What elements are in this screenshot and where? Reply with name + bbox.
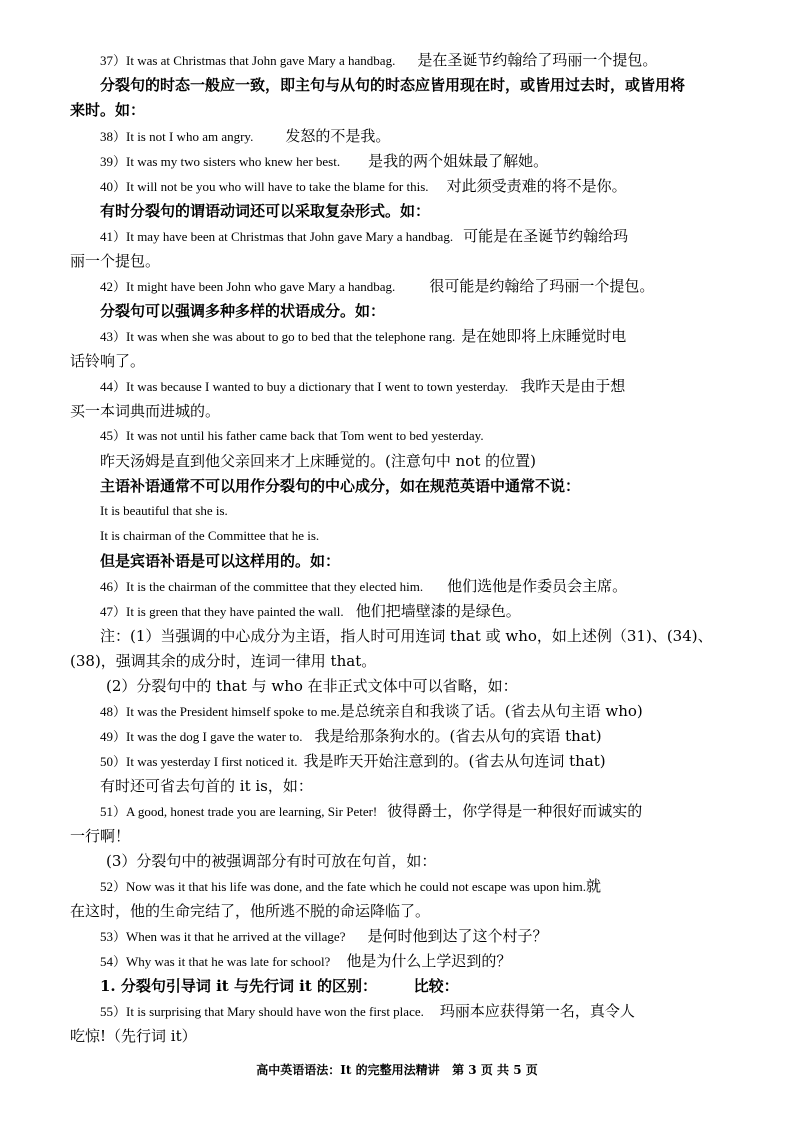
- example-41: 41）It may have been at Christmas that John gave Mary a handbag. 可能是在圣诞节约翰给玛: [100, 227, 629, 245]
- example-55-cont: 吃惊!（先行词 it）: [70, 1027, 197, 1045]
- example-chairman: It is chairman of the Committee that he is.: [100, 528, 320, 543]
- example-48: 48）It was the President himself spoke to me.是总统亲自和我谈了话。(省去从句主语 who): [100, 702, 643, 720]
- example-47: 47）It is green that they have painted the wall. 他们把墙壁漆的是绿色。: [100, 602, 521, 620]
- example-45-translation: 昨天汤姆是直到他父亲回来才上床睡觉的。(注意句中 not 的位置): [100, 452, 536, 470]
- example-53: 53）When was it that he arrived at the village? 是何时他到达了这个村子？: [100, 927, 548, 945]
- example-52: 52）Now was it that his life was done, and the fate which he could not escape was upon him.就: [100, 877, 601, 895]
- note-1: 注：(1）当强调的中心成分为主语，指人时可用连词 that 或 who，如上述例（31)、(34)、: [100, 627, 713, 645]
- note-3: (3）分裂句中的被强调部分有时可放在句首，如：: [106, 852, 437, 870]
- example-39: 39）It was my two sisters who knew her best. 是我的两个姐妹最了解她。: [100, 152, 549, 170]
- example-46: 46）It is the chairman of the committee that they elected him. 他们选他是作委员会主席。: [100, 577, 628, 595]
- example-45: 45）It was not until his father came back that Tom went to bed yesterday.: [100, 428, 484, 443]
- page-footer: 高中英语语法：It 的完整用法精讲 第 3 页 共 5 页: [256, 1063, 538, 1077]
- example-37: 37）It was at Christmas that John gave Mary a handbag. 是在圣诞节约翰给了玛丽一个提包。: [100, 51, 658, 69]
- example-38: 38）It is not I who am angry. 发怒的不是我。: [100, 127, 391, 145]
- rule-complex-verb: 有时分裂句的谓语动词还可以采取复杂形式。如：: [100, 202, 431, 220]
- example-43-cont: 话铃响了。: [70, 352, 146, 370]
- example-43: 43）It was when she was about to go to bed that the telephone rang. 是在她即将上床睡觉时电: [100, 327, 627, 345]
- example-42: 42）It might have been John who gave Mary a handbag. 很可能是约翰给了玛丽一个提包。: [100, 277, 655, 295]
- example-52-cont: 在这时，他的生命完结了，他所逃不脱的命运降临了。: [70, 902, 431, 920]
- example-41-cont: 丽一个提包。: [70, 252, 161, 270]
- note-omit-it-is: 有时还可省去句首的 it is，如：: [100, 777, 313, 795]
- rule-tense-1: 分裂句的时态一般应一致，即主句与从句的时态应皆用现在时，或皆用过去时，或皆用将: [100, 76, 686, 94]
- example-44: 44）It was because I wanted to buy a dictionary that I went to town yesterday. 我昨天是由于想: [100, 377, 626, 395]
- example-50: 50）It was yesterday I first noticed it. 我是昨天开始注意到的。(省去从句连词 that): [100, 752, 606, 770]
- example-40: 40）It will not be you who will have to take the blame for this. 对此须受责难的将不是你。: [100, 177, 627, 195]
- rule-object-complement: 但是宾语补语是可以这样用的。如：: [100, 552, 341, 570]
- example-54: 54）Why was it that he was late for school? 他是为什么上学迟到的？: [100, 952, 512, 970]
- section-heading-comparison: 1. 分裂句引导词 it 与先行词 it 的区别： 比较：: [100, 977, 459, 995]
- example-55: 55）It is surprising that Mary should have won the first place. 玛丽本应获得第一名，真令人: [100, 1002, 635, 1020]
- example-49: 49）It was the dog I gave the water to. 我是给那条狗水的。(省去从句的宾语 that): [100, 727, 602, 745]
- example-44-cont: 买一本词典而进城的。: [70, 402, 221, 420]
- example-51-cont: 一行啊！: [70, 827, 131, 845]
- example-51: 51）A good, honest trade you are learning, Sir Peter! 彼得爵士，你学得是一种很好而诚实的: [100, 802, 643, 820]
- rule-subject-complement: 主语补语通常不可以用作分裂句的中心成分，如在规范英语中通常不说：: [100, 477, 581, 495]
- note-2: (2）分裂句中的 that 与 who 在非正式文体中可以省略，如：: [106, 677, 518, 695]
- example-beautiful: It is beautiful that she is.: [100, 503, 228, 518]
- rule-adverbials: 分裂句可以强调多种多样的状语成分。如：: [100, 302, 386, 320]
- rule-tense-2: 来时。如：: [70, 101, 146, 119]
- note-1-cont: (38)，强调其余的成分时，连词一律用 that。: [70, 652, 377, 670]
